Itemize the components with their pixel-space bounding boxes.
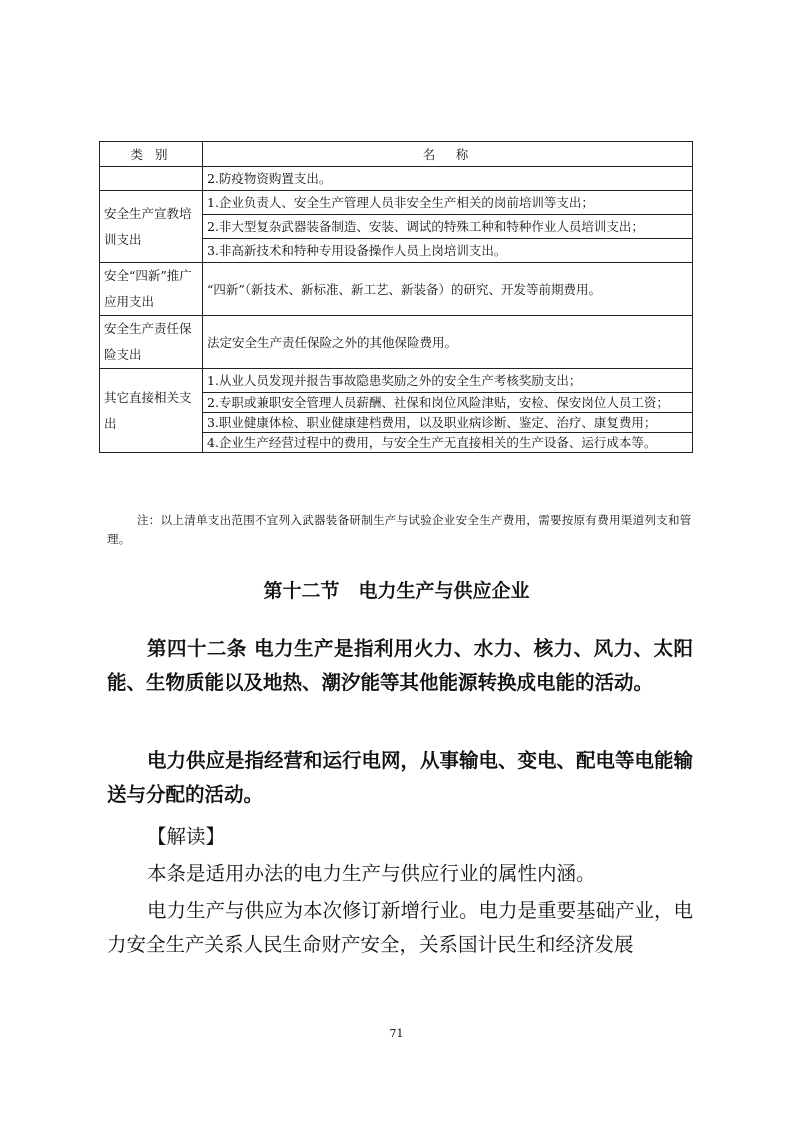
item-cell: 1.企业负责人、安全生产管理人员非安全生产相关的岗前培训等支出； (203, 191, 693, 215)
item-cell: 3.职业健康体检、职业健康建档费用，以及职业病诊断、鉴定、治疗、康复费用； (203, 413, 693, 433)
category-cell: 安全生产宣教培训支出 (100, 191, 203, 263)
body-paragraph: 电力生产与供应为本次修订新增行业。电力是重要基础产业，电力安全生产关系人民生命财产安全，关系国计民生和经济发展 (107, 899, 694, 956)
expense-category-table (99, 141, 693, 453)
category-cell: 安全“四新”推广应用支出 (100, 263, 203, 316)
item-cell: 法定安全生产责任保险之外的其他保险费用。 (203, 316, 693, 369)
category-cell: 其它直接相关支出 (100, 369, 203, 453)
item-cell: 2.防疫物资购置支出。 (203, 167, 693, 191)
article-paragraph: 第四十二条 电力生产是指利用火力、水力、核力、风力、太阳能、生物质能以及地热、潮汐能等其他能源转换成电能的活动。 (107, 637, 693, 694)
page-number: 71 (389, 1027, 404, 1040)
body-paragraph: 本条是适用办法的电力生产与供应行业的属性内涵。 (147, 862, 596, 885)
item-cell: 2.非大型复杂武器装备制造、安装、调试的特殊工种和特种作业人员培训支出； (203, 215, 693, 239)
table-row (100, 316, 693, 369)
item-cell: 1.从业人员发现并报告事故隐患奖励之外的安全生产考核奖励支出； (203, 369, 693, 393)
item-cell: 3.非高新技术和特种专用设备操作人员上岗培训支出。 (203, 239, 693, 263)
table-row (100, 191, 693, 215)
category-cell-empty (100, 167, 203, 191)
section-heading: 第十二节 电力生产与供应企业 (263, 580, 530, 602)
table-row (100, 167, 693, 191)
item-cell: 4.企业生产经营过程中的费用，与安全生产无直接相关的生产设备、运行成本等。 (203, 433, 693, 453)
article-paragraph: 电力供应是指经营和运行电网，从事输电、变电、配电等电能输送与分配的活动。 (107, 749, 694, 806)
column-header-name: 名 称 (203, 142, 693, 167)
item-cell: “四新”（新技术、新标准、新工艺、新装备）的研究、开发等前期费用。 (203, 263, 693, 316)
column-header-category: 类 别 (100, 142, 203, 167)
table-footnote: 注：以上清单支出范围不宜列入武器装备研制生产与试验企业安全生产费用，需要按原有费用渠道列支和管理。 (107, 513, 692, 546)
table-header-row (100, 142, 693, 167)
item-cell: 2.专职或兼职安全管理人员薪酬、社保和岗位风险津贴，安检、保安岗位人员工资； (203, 393, 693, 413)
category-cell: 安全生产责任保险支出 (100, 316, 203, 369)
table-row (100, 263, 693, 316)
interpretation-label: 【解读】 (147, 825, 226, 848)
table-row (100, 369, 693, 393)
